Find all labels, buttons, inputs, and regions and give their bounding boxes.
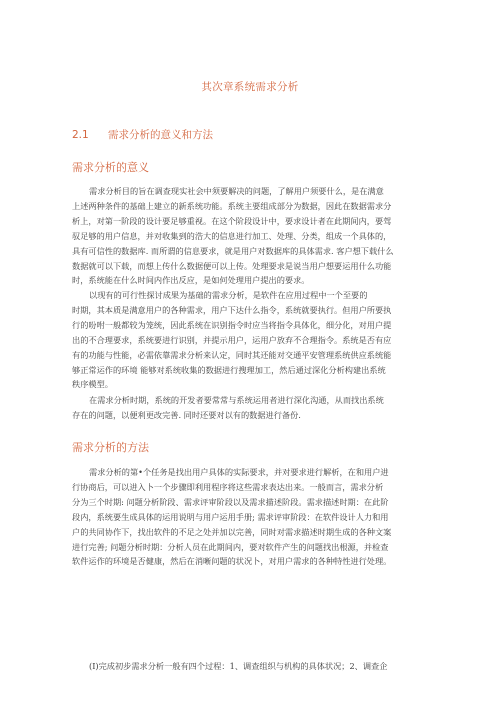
paragraph-methods-1 <box>72 465 432 569</box>
text-line: 户的共同协作下，找出软件的不足之处并加以完善，同时对需求描述时期生成的各种文案 <box>72 526 392 537</box>
text-line: 进行完善; 问题分析时期：分析人员在此期间内，要对软件产生的问题找出根源，并检查 <box>72 541 389 552</box>
text-line: 秩序模型。 <box>72 379 113 390</box>
text-line-step-list: (I)完成初步需求分析一般有四个过程：1、调查组织与机构的具体状况；2、调查企 <box>89 661 388 671</box>
paragraph-significance-2 <box>72 288 432 392</box>
text-line: 以现有的可行性探讨成果为基础的需求分析，是软件在应用过程中一个至要的 <box>89 290 368 300</box>
text-line: 行的吩咐一般都较为笼统，因此系统在识别指令时应当将指令具体化，细分化，对用户提 <box>72 319 392 330</box>
subsection-title-methods: 需求分析的方法 <box>72 441 149 454</box>
text-line: 出的不合理要求，系统要进行识别，并提示用户，运用户放弃不合理指令。系统是否有应 <box>72 334 392 345</box>
text-line: 析上，对第一阶段的设计要足够重视。在这个阶段设计中，要求设计者在此期间内，要驾 <box>72 215 392 226</box>
text-line: 有的功能与性能，必需依靠需求分析来认定，同时其还能对交通平安管理系统供应系统能 <box>72 349 392 360</box>
section-number: 2.1 <box>72 129 89 141</box>
text-line: 时期，其本质是满意用户的各种需求，用户下达什么指令，系统就要执行。但用户所要执 <box>72 304 392 315</box>
paragraph-significance-3 <box>72 393 432 423</box>
text-line: 具有可信性的数据库. 而所谓的信息要求，就是用户对数据库的具体需求. 客户想下载什么 <box>72 245 394 256</box>
text-line: 分为三个时期: 问题分析阶段、需求评审阶段以及需求描述阶段。需求描述时期：在此阶 <box>72 496 389 507</box>
text-line: 需求分析目的旨在调查现实社会中须要解决的问题，了解用户须要什么，是在满意 <box>89 186 384 196</box>
text-line: 行协商后，可以进入卜一个步骤即利用程序将这些需求表达出来。一般而言，需求分析 <box>72 481 384 492</box>
paragraph-significance-1 <box>72 184 432 288</box>
text-line: 数据就可以下载，而想上传什么数据便可以上传。处理要求是说当用户想要运用什么功能 <box>72 260 392 271</box>
text-line: 需求分析的第•个任务是找出用户具体的实际要求，并对要求进行解析，在和用户进 <box>89 467 389 477</box>
text-line: 在需求分析时期，系统的开发者要常常与系统运用者进行深化沟通，从而找出系统 <box>89 395 384 405</box>
text-line: 存在的问题，以便利更改完善. 同时还要对以有的数据进行备份. <box>72 409 301 420</box>
text-line: 软件运作的环境是否健康，然后在消晰问题的状况卜，对用户需求的各种特性进行处理。 <box>72 556 392 567</box>
text-line: 驭足够的用户信息，并对收集到的浩大的信息进行加工、处理、分类，组成一个具体的， <box>72 230 392 241</box>
text-line: 段内，系统要生成具体的运用说明与用户运用手册; 需求评审阶段：在软件设计人力和用 <box>72 511 389 522</box>
subsection-title-significance: 需求分析的意义 <box>72 161 149 174</box>
section-heading <box>72 127 213 142</box>
section-title: 需求分析的意义和方法 <box>108 129 213 141</box>
text-line: 上述两种条件的基础上建立的新系统功能。系统主要组成部分为数据，因此在数据需求分 <box>72 200 392 211</box>
chapter-title: 其次章系统需求分析 <box>201 81 299 93</box>
text-line: 够正常运作的环境 能够对系统收集的数据进行搜理加工，然后通过深化分析构建出系统 <box>72 364 386 375</box>
text-line: 时，系统能在什么时间内作出反应，是如何处理用户提出的要求。 <box>72 275 310 286</box>
